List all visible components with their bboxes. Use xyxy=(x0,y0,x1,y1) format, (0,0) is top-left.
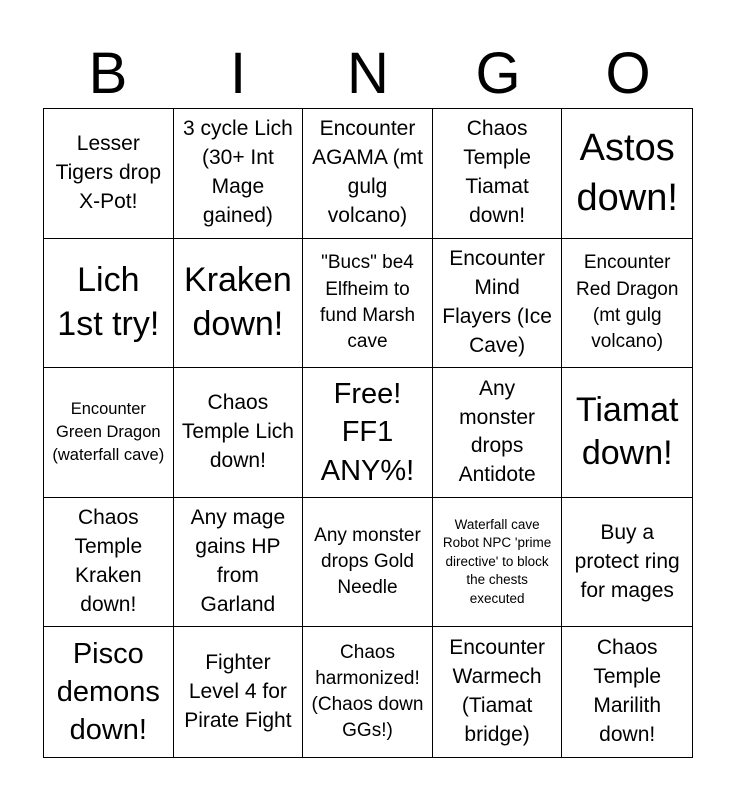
bingo-cell-5-5[interactable] xyxy=(562,627,692,757)
bingo-cell-1-4[interactable] xyxy=(433,109,563,239)
cell-text: Any mage gains HP from Garland xyxy=(190,506,286,617)
cell-text: Kraken down! xyxy=(184,261,292,343)
bingo-cell-2-4[interactable] xyxy=(433,239,563,369)
cell-text: Lesser Tigers drop X-Pot! xyxy=(55,131,162,213)
bingo-cell-2-1[interactable] xyxy=(44,239,174,369)
bingo-cell-3-5[interactable] xyxy=(562,368,692,498)
bingo-cell-5-2[interactable] xyxy=(174,627,304,757)
cell-text: Any monster drops Gold Needle xyxy=(314,524,421,599)
cell-text: Fighter Level 4 for Pirate Fight xyxy=(184,650,292,732)
bingo-cell-1-2[interactable] xyxy=(174,109,304,239)
bingo-cell-4-4[interactable] xyxy=(433,498,563,628)
bingo-cell-1-5[interactable] xyxy=(562,109,692,239)
bingo-cell-5-1[interactable] xyxy=(44,627,174,757)
bingo-cell-4-5[interactable] xyxy=(562,498,692,628)
cell-text: "Bucs" be4 Elfheim to fund Marsh cave xyxy=(319,252,416,353)
bingo-cell-3-1[interactable] xyxy=(44,368,174,498)
cell-text: Encounter Green Dragon (waterfall cave) xyxy=(52,400,165,464)
bingo-cell-3-4[interactable] xyxy=(433,368,563,498)
cell-text: Encounter Red Dragon (mt gulg volcano) xyxy=(575,252,679,353)
header-letter-g: G xyxy=(475,41,521,106)
header-letter-n: N xyxy=(347,41,389,106)
cell-text: Encounter AGAMA (mt gulg volcano) xyxy=(312,117,423,228)
cell-text: 3 cycle Lich (30+ Int Mage gained) xyxy=(183,117,293,228)
bingo-cell-2-5[interactable] xyxy=(562,239,692,369)
bingo-board xyxy=(43,108,693,758)
cell-text: Free! FF1 ANY%! xyxy=(320,378,415,487)
cell-text: Encounter Mind Flayers (Ice Cave) xyxy=(442,246,552,357)
bingo-cell-4-2[interactable] xyxy=(174,498,304,628)
header-letter-o: O xyxy=(605,41,651,106)
bingo-cell-2-2[interactable] xyxy=(174,239,304,369)
header-letter-b: B xyxy=(88,41,128,106)
cell-text: Tiamat down! xyxy=(575,390,679,473)
bingo-cell-1-3[interactable] xyxy=(303,109,433,239)
bingo-cell-3-3[interactable] xyxy=(303,368,433,498)
cell-text: Chaos harmonized! (Chaos down GGs!) xyxy=(311,641,424,742)
bingo-cell-5-3[interactable] xyxy=(303,627,433,757)
bingo-header xyxy=(43,40,693,108)
cell-text: Encounter Warmech (Tiamat bridge) xyxy=(449,636,545,747)
bingo-cell-1-1[interactable] xyxy=(44,109,174,239)
cell-text: Waterfall cave Robot NPC 'prime directive' to block the chests executed xyxy=(442,516,552,607)
cell-text: Astos down! xyxy=(576,127,678,220)
cell-text: Buy a protect ring for mages xyxy=(574,520,680,602)
cell-text: Chaos Temple Kraken down! xyxy=(74,506,143,617)
header-letter-i: I xyxy=(229,41,247,106)
cell-text: Chaos Temple Marilith down! xyxy=(593,636,662,747)
bingo-cell-5-4[interactable] xyxy=(433,627,563,757)
cell-text: Pisco demons down! xyxy=(56,637,160,747)
cell-text: Any monster drops Antidote xyxy=(458,376,536,487)
cell-text: Chaos Temple Tiamat down! xyxy=(463,117,531,228)
cell-text: Lich 1st try! xyxy=(57,261,160,343)
bingo-cell-2-3[interactable] xyxy=(303,239,433,369)
cell-text: Chaos Temple Lich down! xyxy=(181,391,294,472)
bingo-cell-3-2[interactable] xyxy=(174,368,304,498)
bingo-cell-4-1[interactable] xyxy=(44,498,174,628)
bingo-cell-4-3[interactable] xyxy=(303,498,433,628)
